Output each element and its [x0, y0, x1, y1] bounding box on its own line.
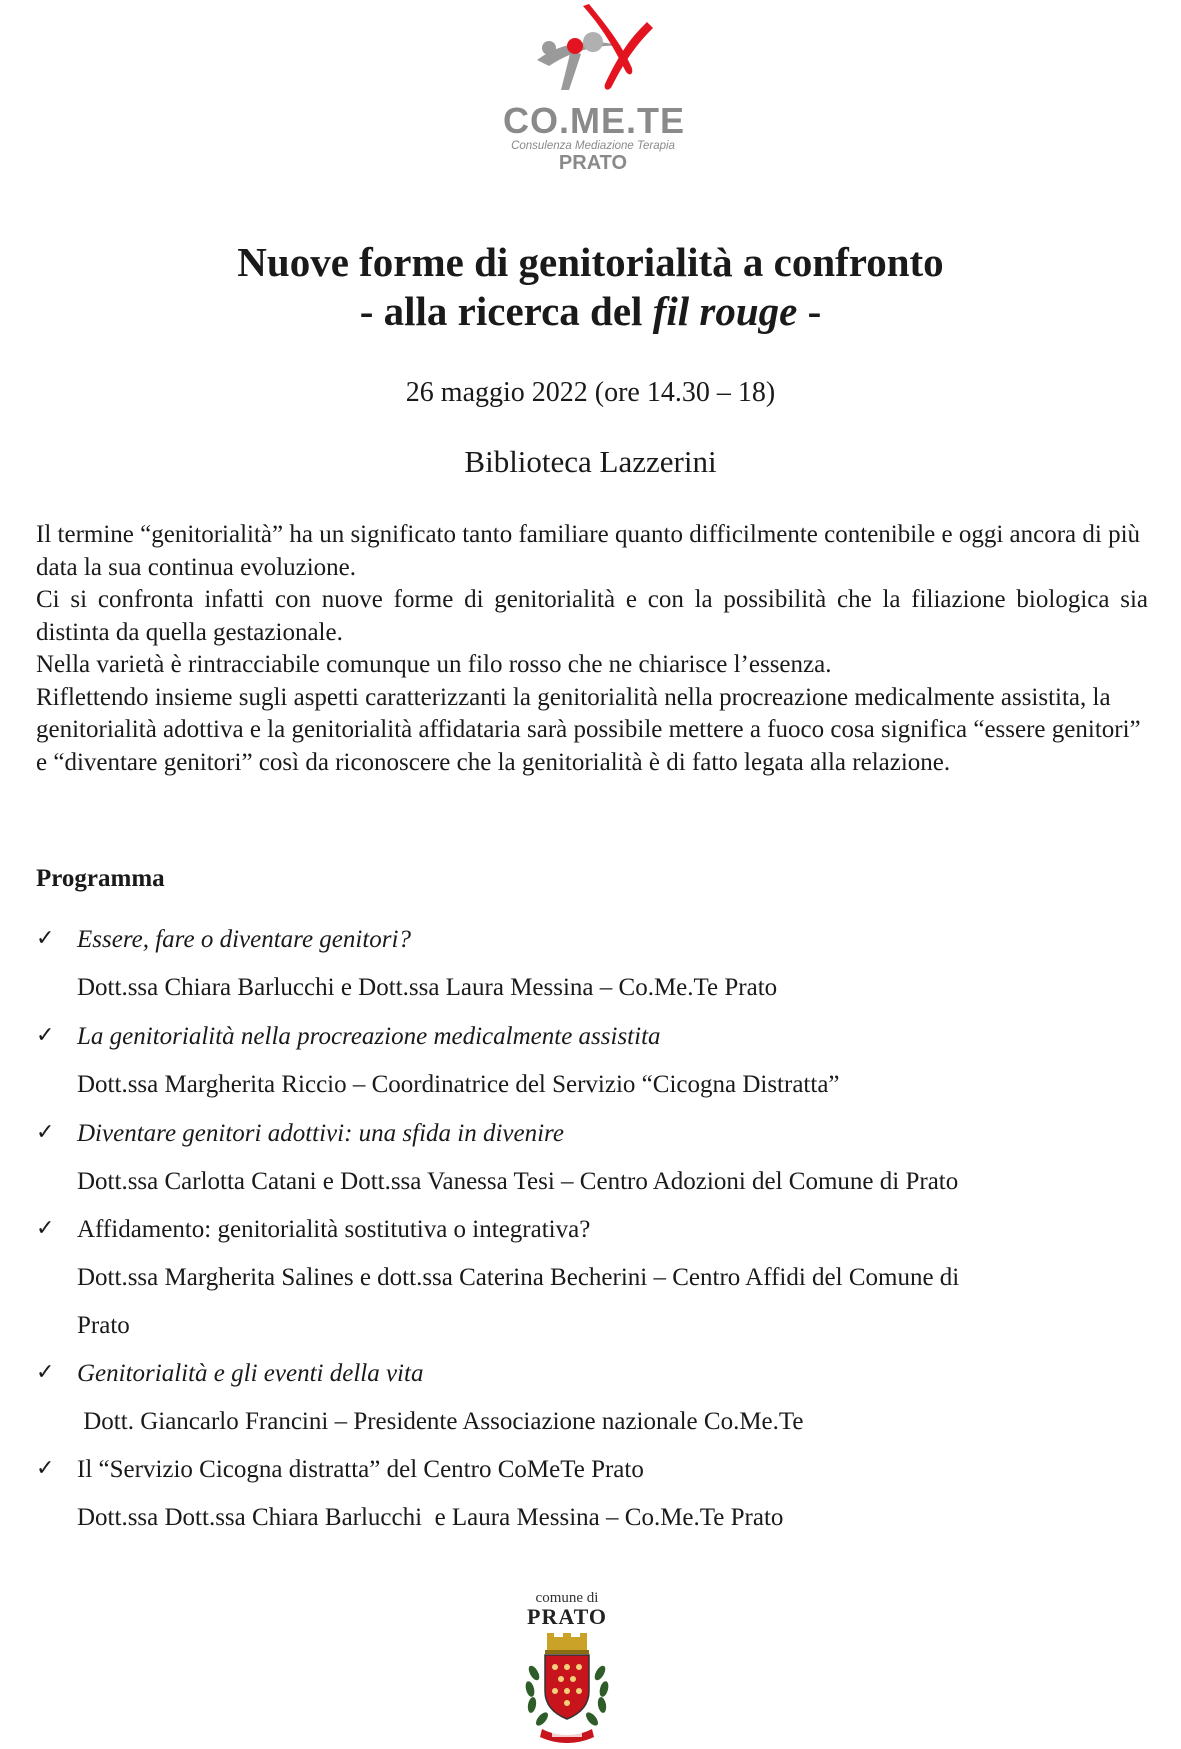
checkmark-icon: ✓	[36, 1360, 55, 1385]
program-topic: Genitorialità e gli eventi della vita	[77, 1360, 424, 1387]
event-title: Nuove forme di genitorialità a confronto	[237, 239, 944, 285]
comete-logo	[503, 0, 686, 180]
program-speakers-cont: Prato	[77, 1312, 130, 1339]
comete-emblem-icon	[531, 0, 655, 100]
logo-name: CO.ME.TE	[503, 100, 686, 141]
comune-label: comune di	[535, 1590, 599, 1606]
program-speakers: Dott.ssa Chiara Barlucchi e Dott.ssa Laura Messina – Co.Me.Te Prato	[77, 974, 778, 1001]
intro-text	[36, 519, 1148, 779]
intro-paragraph-3: Nella varietà è rintracciabile comunque un filo rosso che ne chiarisce l’essenza.	[36, 651, 832, 678]
program-topic: Diventare genitori adottivi: una sfida in divenire	[77, 1120, 564, 1147]
prato-coat-of-arms-icon	[512, 1633, 622, 1749]
subtitle-suffix: -	[797, 288, 822, 334]
checkmark-icon: ✓	[36, 1216, 55, 1241]
program-speakers: Dott. Giancarlo Francini – Presidente Associazione nazionale Co.Me.Te	[77, 1408, 804, 1435]
logo-city: PRATO	[558, 152, 628, 174]
program-topic: La genitorialità nella procreazione medicalmente assistita	[77, 1023, 661, 1050]
event-subtitle	[0, 287, 1181, 335]
logo-subtitle: Consulenza Mediazione Terapia	[511, 140, 675, 152]
comune-city: PRATO	[527, 1604, 607, 1629]
intro-paragraph-4: Riflettendo insieme sugli aspetti caratterizzanti la genitorialità nella procreazione medicalmente assistita, la genitorialità adottiva e la genitorialità affidataria sarà possibile mettere a fuoco cosa significa “essere genitori” e “diventare genitori” così da riconoscere che la genitorialità è di fatto legata alla relazione.	[36, 683, 1141, 776]
program-speakers: Dott.ssa Margherita Salines e dott.ssa Caterina Becherini – Centro Affidi del Comune di	[77, 1264, 960, 1291]
comune-prato-logo	[512, 1590, 622, 1749]
program-heading: Programma	[36, 865, 165, 892]
program-speakers: Dott.ssa Margherita Riccio – Coordinatrice del Servizio “Cicogna Distratta”	[77, 1071, 840, 1098]
event-date: 26 maggio 2022 (ore 14.30 – 18)	[405, 377, 776, 408]
program-topic: Il “Servizio Cicogna distratta” del Centro CoMeTe Prato	[77, 1456, 644, 1483]
intro-paragraph-2: Ci si confronta infatti con nuove forme di genitorialità e con la possibilità che la filiazione biologica sia distinta da quella gestazionale.	[36, 586, 1148, 646]
subtitle-italic: fil rouge	[652, 288, 798, 334]
program-topic: Essere, fare o diventare genitori?	[77, 926, 411, 953]
checkmark-icon: ✓	[36, 1120, 55, 1145]
program-speakers: Dott.ssa Carlotta Catani e Dott.ssa Vanessa Tesi – Centro Adozioni del Comune di Prato	[77, 1168, 959, 1195]
subtitle-prefix: - alla ricerca del	[359, 288, 653, 334]
event-venue: Biblioteca Lazzerini	[464, 444, 717, 479]
checkmark-icon: ✓	[36, 926, 55, 951]
program-speakers: Dott.ssa Dott.ssa Chiara Barlucchi e Laura Messina – Co.Me.Te Prato	[77, 1504, 784, 1531]
program-topic: Affidamento: genitorialità sostitutiva o integrativa?	[77, 1216, 591, 1243]
intro-paragraph-1: Il termine “genitorialità” ha un significato tanto familiare quanto difficilmente contenibile e oggi ancora di più data la sua continua evoluzione.	[36, 521, 1141, 581]
checkmark-icon: ✓	[36, 1456, 55, 1481]
checkmark-icon: ✓	[36, 1023, 55, 1048]
